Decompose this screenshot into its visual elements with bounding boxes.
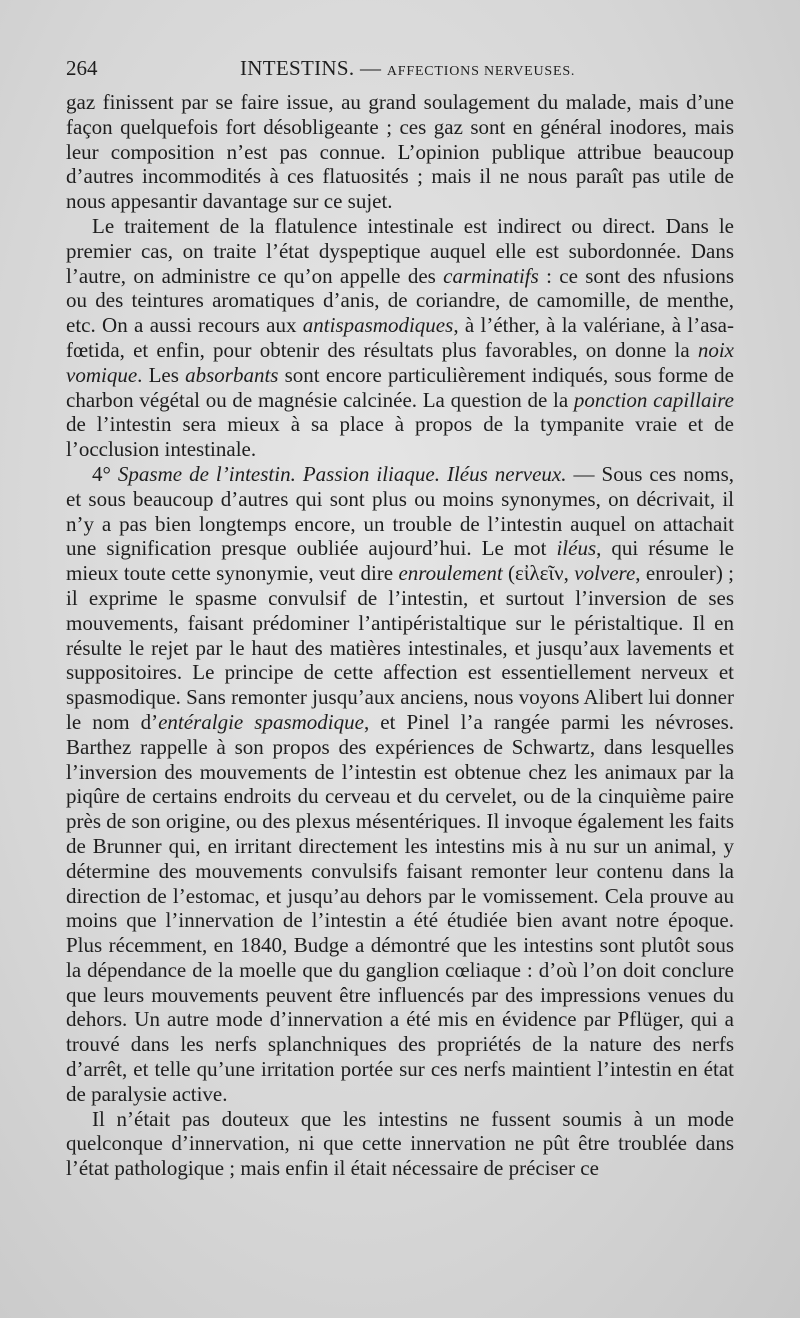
italic-term: Spasme de l’intestin. Passion iliaque. Iléus nerveux. [117, 461, 567, 486]
chapter-title [240, 56, 575, 81]
chapter-title-main: INTESTINS. [240, 56, 355, 80]
italic-term: iléus [556, 536, 597, 561]
text-run: — Sous ces noms, et sous beaucoup d’autres qui sont plus ou moins synonymes, on décrivait, il n’y a pas bien longtemps encore, un trouble de l’intestin auquel on attachait une signification presque oubliée aujourd’hui. Le mot [66, 461, 734, 561]
text-run: Il n’était pas douteux que les intestins ne fussent soumis à un mode quelconque d’innervation, ni que cette innervation ne pût être troublée dans l’état pathologique ; mais enfin il était nécessaire de préciser ce [66, 1106, 734, 1181]
text-run: , à l’éther, à la valériane, à l’asa-fœtida, et enfin, pour obtenir des résultats plus favorables, on donne la [66, 313, 734, 362]
paragraph-3 [66, 462, 734, 1107]
page-number: 264 [66, 56, 98, 80]
text-run: de l’intestin sera mieux à sa place à propos de la tympanite vraie et de l’occlusion intestinale. [66, 412, 734, 462]
body-text [66, 90, 734, 1181]
italic-term: carminatifs [443, 263, 539, 288]
text-run: . Les [137, 362, 186, 387]
italic-term: entéralgie spasmodique [158, 709, 364, 734]
running-header [66, 52, 734, 84]
italic-term: antispasmodiques [302, 313, 454, 338]
text-run: (εἰλεῖν, [502, 561, 575, 586]
text-run: sont encore particulièrement indiqués, sous forme de charbon végétal ou de magnésie calcinée. La question de la [66, 362, 734, 412]
chapter-subtitle: AFFECTIONS NERVEUSES. [386, 64, 576, 79]
italic-term: enroulement [398, 561, 503, 586]
italic-term: ponction capillaire [573, 387, 734, 412]
italic-term: volvere [574, 561, 636, 586]
text-run: 4° [92, 461, 118, 486]
text-run: , enrouler) ; il exprime le spasme convulsif de l’intestin, et surtout l’inversion de ses mouvements, faisant prédominer l’antipéristaltique sur le péristaltique. Il en résulte le rejet par le haut des matières intestinales, et jusqu’aux lavements et suppositoires. Le principe de cette affection est essentiellement nerveux et spasmodique. Sans remonter jusqu’aux anciens, nous voyons Alibert lui donner le nom d’ [66, 561, 735, 734]
text-run: , qui résume le mieux toute cette synonymie, veut dire [66, 536, 734, 586]
paragraph-1 [66, 90, 734, 214]
italic-term: absorbants [185, 362, 279, 387]
paragraph-2 [66, 214, 734, 462]
text-run: Le traitement de la flatulence intestinale est indirect ou direct. Dans le premier cas, on traite l’état dyspeptique auquel elle est subordonnée. Dans l’autre, on administre ce qu’on appelle des [66, 213, 734, 288]
text-run: gaz finissent par se faire issue, au grand soulagement du malade, mais d’une façon quelquefois fort désobligeante ; ces gaz sont en général inodores, mais leur composition n’est pas connue. L’opinion publique attribue beaucoup d’autres incommodités à ces flatuosités ; mais il ne nous paraît pas utile de nous appesantir davantage sur ce sujet. [66, 90, 734, 214]
text-run: : ce sont des nfusions ou des teintures aromatiques d’anis, de coriandre, de camomille, de menthe, etc. On a aussi recours aux [66, 263, 734, 338]
title-separator: — [359, 56, 382, 80]
paragraph-4 [66, 1107, 734, 1181]
text-run: , et Pinel l’a rangée parmi les névroses. Barthez rappelle à son propos des expériences de Schwartz, dans lesquelles l’inversion des mouvements de l’intestin est obtenue chez les animaux par la piqûre de certains endroits du cerveau et du cervelet, ou de la cinquième paire près de son origine, ou des plexus mésentériques. Il invoque également les faits de Brunner qui, en irritant directement les intestins mis à nu sur un animal, y détermine des mouvements convulsifs faisant remonter leur contenu dans la direction de l’estomac, et jusqu’au dehors par le vomissement. Cela prouve au moins que l’innervation de l’intestin a été étudiée bien avant notre époque. Plus récemment, en 1840, Budge a démontré que les intestins sont plutôt sous la dépendance de la moelle que du ganglion cœliaque : d’où l’on doit conclure que leurs mouvements peuvent être influencés par des impressions venues du dehors. Un autre mode d’innervation a été mis en évidence par Pflüger, qui a trouvé dans les nerfs splanchniques des propriétés de la nature des nerfs d’arrêt, et telle qu’une irritation portée sur ces nerfs maintient l’intestin en état de paralysie active. [66, 709, 735, 1106]
italic-term: noix vomique [66, 337, 734, 387]
